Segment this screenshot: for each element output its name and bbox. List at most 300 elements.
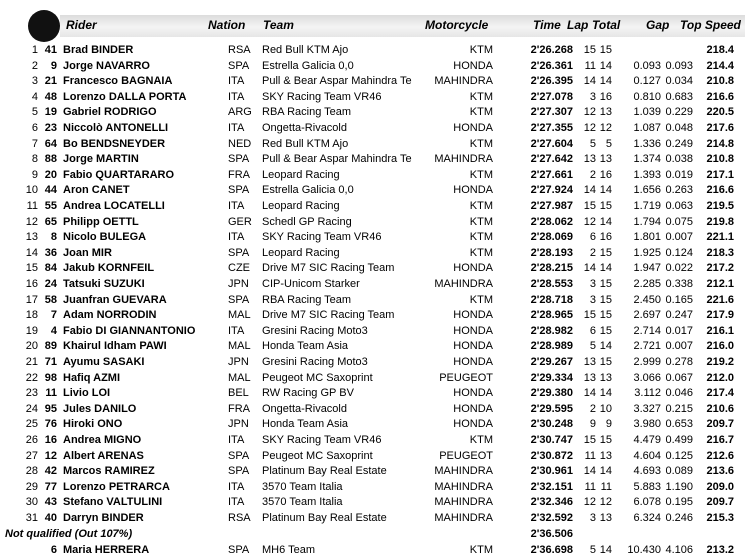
cell-time: 2'28.718 xyxy=(530,293,573,306)
cell-speed: 217.2 xyxy=(706,262,734,275)
table-row xyxy=(0,168,745,184)
cell-gap2: 0.653 xyxy=(665,418,693,431)
cell-lap: 15 xyxy=(583,434,596,446)
cell-time: 2'30.872 xyxy=(530,449,573,462)
cell-lap: 12 xyxy=(583,106,596,119)
cell-time: 2'26.395 xyxy=(530,75,573,88)
cell-time: 2'28.989 xyxy=(530,340,573,353)
cell-pos: 31 xyxy=(25,512,38,524)
cell-total: 9 xyxy=(605,418,612,431)
cell-lap: 12 xyxy=(583,215,596,228)
cell-num: 44 xyxy=(44,184,57,197)
cell-rider: Marcos RAMIREZ xyxy=(63,465,155,478)
cell-pos: 2 xyxy=(31,59,38,72)
cell-speed: 216.0 xyxy=(706,340,734,353)
cell-pos: 7 xyxy=(31,137,38,150)
table-row xyxy=(0,230,745,246)
table-row xyxy=(0,543,745,559)
cell-moto: MAHINDRA xyxy=(434,465,493,478)
cell-nation: JPN xyxy=(228,418,249,431)
cell-time: 2'28.193 xyxy=(530,246,573,259)
cell-pos: 30 xyxy=(25,496,38,509)
cell-rider: Albert ARENAS xyxy=(63,449,144,462)
cell-moto: MAHINDRA xyxy=(434,512,493,524)
cell-rider: Gabriel RODRIGO xyxy=(63,106,157,119)
cell-rider: Nicolo BULEGA xyxy=(63,231,147,244)
cell-total: 14 xyxy=(599,465,612,478)
cell-rider: Philipp OETTL xyxy=(63,215,139,228)
cell-lap: 6 xyxy=(589,231,596,244)
cell-nation: ITA xyxy=(228,90,245,103)
cell-nation: FRA xyxy=(228,168,250,181)
cell-time: 2'29.380 xyxy=(530,387,573,400)
cell-num: 88 xyxy=(44,153,57,166)
cell-lap: 3 xyxy=(589,278,596,290)
cell-nation: GER xyxy=(228,215,252,228)
cell-rider: Jules DANILO xyxy=(63,402,137,415)
cell-moto: MAHINDRA xyxy=(434,496,493,509)
cell-total: 12 xyxy=(599,122,612,134)
cell-moto: KTM xyxy=(469,231,493,244)
cell-pos: 5 xyxy=(31,106,38,119)
motorcycle-logo-icon xyxy=(28,10,60,42)
table-row xyxy=(0,339,745,355)
cell-num: 11 xyxy=(45,387,57,400)
cell-lap: 11 xyxy=(584,480,596,493)
cell-gap: 0.810 xyxy=(633,90,661,103)
cell-speed: 218.4 xyxy=(706,44,734,56)
cell-team: Ongetta-Rivacold xyxy=(262,122,347,134)
cell-nation: ITA xyxy=(228,496,245,509)
cell-gap2: 0.038 xyxy=(665,153,693,166)
cell-gap2: 0.124 xyxy=(665,246,693,259)
cell-team: Peugeot MC Saxoprint xyxy=(262,449,373,462)
cell-nation: MAL xyxy=(228,340,251,353)
cell-lap: 6 xyxy=(589,324,596,337)
cell-nation: FRA xyxy=(228,402,250,415)
cell-total: 13 xyxy=(599,449,612,462)
cell-moto: KTM xyxy=(469,293,493,306)
cell-num: 7 xyxy=(50,309,57,322)
cell-nation: MAL xyxy=(228,371,251,384)
cell-total: 14 xyxy=(599,340,612,353)
cell-num: 24 xyxy=(44,278,57,290)
cell-nation: SPA xyxy=(228,59,250,72)
cell-nation: SPA xyxy=(228,544,250,557)
not-qualified-cutoff xyxy=(0,527,745,543)
cell-moto: HONDA xyxy=(453,184,493,197)
cell-pos: 18 xyxy=(25,309,38,322)
cell-time: 2'28.062 xyxy=(530,215,573,228)
table-row xyxy=(0,74,745,90)
cell-time: 2'27.355 xyxy=(530,122,573,134)
cell-gap2: 0.195 xyxy=(665,496,693,509)
cell-lap: 3 xyxy=(589,512,596,524)
cell-gap2: 1.190 xyxy=(665,480,693,493)
header-motorcycle: Motorcycle xyxy=(425,18,489,32)
cell-team: 3570 Team Italia xyxy=(262,480,343,493)
cell-moto: KTM xyxy=(469,434,493,446)
cell-gap: 3.112 xyxy=(634,387,661,400)
cell-time: 2'28.069 xyxy=(530,231,573,244)
cell-total: 16 xyxy=(599,168,612,181)
cell-total: 14 xyxy=(599,75,612,88)
table-row xyxy=(0,277,745,293)
cell-rider: Stefano VALTULINI xyxy=(63,496,163,509)
cell-pos: 12 xyxy=(25,215,38,228)
cell-nation: JPN xyxy=(228,278,249,290)
cell-speed: 212.1 xyxy=(706,278,734,290)
cell-speed: 216.6 xyxy=(706,184,734,197)
cell-time: 2'26.361 xyxy=(530,59,573,72)
cell-gap: 4.604 xyxy=(633,449,661,462)
cell-gap2: 0.034 xyxy=(665,75,693,88)
cell-rider: Ayumu SASAKI xyxy=(63,356,145,368)
cell-pos: 9 xyxy=(31,168,38,181)
cell-total: 14 xyxy=(599,387,612,400)
cell-moto: PEUGEOT xyxy=(439,371,493,384)
cell-gap: 1.925 xyxy=(633,246,661,259)
cell-gap: 1.719 xyxy=(633,200,661,212)
cell-nation: SPA xyxy=(228,184,250,197)
cell-lap: 14 xyxy=(583,184,596,197)
cell-pos: 4 xyxy=(31,90,38,103)
cell-time: 2'32.346 xyxy=(530,496,573,509)
cell-time: 2'32.151 xyxy=(530,480,573,493)
cell-gap: 3.066 xyxy=(633,371,661,384)
cell-time: 2'26.268 xyxy=(530,44,573,56)
cell-speed: 221.6 xyxy=(706,293,734,306)
cell-num: 4 xyxy=(50,324,57,337)
cell-moto: HONDA xyxy=(453,324,493,337)
cell-moto: KTM xyxy=(469,168,493,181)
cell-team: Leopard Racing xyxy=(262,246,340,259)
cell-speed: 210.8 xyxy=(706,75,734,88)
cell-time: 2'28.965 xyxy=(530,309,573,322)
cell-moto: KTM xyxy=(469,544,493,557)
cell-lap: 15 xyxy=(583,44,596,56)
cell-nation: RSA xyxy=(228,44,251,56)
cell-rider: Lorenzo DALLA PORTA xyxy=(63,90,187,103)
cell-num: 89 xyxy=(44,340,57,353)
cell-time: 2'27.642 xyxy=(530,153,573,166)
cell-gap: 1.656 xyxy=(633,184,661,197)
cell-nation: SPA xyxy=(228,293,250,306)
cell-speed: 219.2 xyxy=(706,356,734,368)
table-row xyxy=(0,464,745,480)
cell-lap: 13 xyxy=(583,371,596,384)
table-row xyxy=(0,371,745,387)
cell-moto: HONDA xyxy=(453,356,493,368)
cell-moto: HONDA xyxy=(453,387,493,400)
table-row xyxy=(0,121,745,137)
table-row xyxy=(0,246,745,262)
cell-pos: 25 xyxy=(25,418,38,431)
cell-team: Pull & Bear Aspar Mahindra Te xyxy=(262,153,412,166)
cell-rider: Fabio QUARTARARO xyxy=(63,168,175,181)
table-row xyxy=(0,324,745,340)
cell-rider: Adam NORRODIN xyxy=(63,309,157,322)
cell-gap2: 0.022 xyxy=(665,262,693,275)
cell-speed: 220.5 xyxy=(706,106,734,119)
cell-speed: 212.6 xyxy=(706,449,734,462)
cell-pos: 16 xyxy=(25,278,38,290)
cell-speed: 209.7 xyxy=(706,418,734,431)
cell-speed: 217.1 xyxy=(706,168,734,181)
cell-gap2: 0.089 xyxy=(665,465,693,478)
cell-gap: 5.883 xyxy=(633,480,661,493)
cell-gap: 2.721 xyxy=(633,340,661,353)
cell-nation: ARG xyxy=(228,106,252,119)
header-lap: Lap xyxy=(567,18,589,32)
cell-gap2: 0.278 xyxy=(665,356,693,368)
cell-lap: 15 xyxy=(583,309,596,322)
cell-speed: 216.6 xyxy=(706,90,734,103)
cell-team: Pull & Bear Aspar Mahindra Te xyxy=(262,75,412,88)
cell-nation: ITA xyxy=(228,75,245,88)
cell-pos: 6 xyxy=(31,122,38,134)
cell-total: 16 xyxy=(599,231,612,244)
cell-nation: ITA xyxy=(228,324,245,337)
cell-gap2: 0.125 xyxy=(665,449,693,462)
cell-team: CIP-Unicom Starker xyxy=(262,278,360,290)
cell-rider: Fabio DI GIANNANTONIO xyxy=(63,324,196,337)
cell-moto: KTM xyxy=(469,246,493,259)
table-row xyxy=(0,137,745,153)
cutoff-time: 2'36.506 xyxy=(530,527,573,540)
cell-nation: ITA xyxy=(228,434,245,446)
table-row xyxy=(0,511,745,527)
cell-total: 14 xyxy=(599,262,612,275)
cell-gap2: 0.063 xyxy=(665,200,693,212)
cell-rider: Hiroki ONO xyxy=(63,418,123,431)
cell-total: 15 xyxy=(599,200,612,212)
cell-moto: HONDA xyxy=(453,402,493,415)
cell-total: 15 xyxy=(599,44,612,56)
cell-lap: 5 xyxy=(589,340,596,353)
cell-total: 14 xyxy=(599,184,612,197)
table-row xyxy=(0,215,745,231)
cell-team: Honda Team Asia xyxy=(262,340,349,353)
cell-moto: KTM xyxy=(469,200,493,212)
cell-speed: 219.5 xyxy=(706,200,734,212)
cell-total: 15 xyxy=(599,434,612,446)
cell-gap2: 0.019 xyxy=(665,168,693,181)
cell-num: 40 xyxy=(44,512,57,524)
cell-nation: ITA xyxy=(228,200,245,212)
cell-moto: HONDA xyxy=(453,122,493,134)
table-row xyxy=(0,433,745,449)
table-row xyxy=(0,152,745,168)
cell-gap2: 0.048 xyxy=(665,122,693,134)
cell-time: 2'28.553 xyxy=(530,278,573,290)
cell-lap: 15 xyxy=(583,200,596,212)
cell-pos: 1 xyxy=(31,44,38,56)
cell-team: Red Bull KTM Ajo xyxy=(262,44,349,56)
table-row xyxy=(0,480,745,496)
cell-rider: Juanfran GUEVARA xyxy=(63,293,167,306)
cell-moto: KTM xyxy=(469,215,493,228)
cell-speed: 213.2 xyxy=(706,544,734,557)
cell-num: 21 xyxy=(44,75,57,88)
cell-gap2: 0.067 xyxy=(665,371,693,384)
cell-rider: Andrea LOCATELLI xyxy=(63,200,165,212)
cell-total: 13 xyxy=(599,371,612,384)
cell-total: 16 xyxy=(599,90,612,103)
cell-speed: 213.6 xyxy=(706,465,734,478)
cell-nation: ITA xyxy=(228,480,245,493)
cell-gap: 6.324 xyxy=(633,512,661,524)
cell-gap: 1.039 xyxy=(633,106,661,119)
cell-lap: 12 xyxy=(583,496,596,509)
cell-total: 15 xyxy=(599,356,612,368)
cell-rider: Livio LOI xyxy=(63,387,111,400)
cell-gap: 1.801 xyxy=(633,231,661,244)
table-row xyxy=(0,261,745,277)
cell-moto: MAHINDRA xyxy=(434,278,493,290)
cell-lap: 11 xyxy=(584,449,596,462)
cell-team: Gresini Racing Moto3 xyxy=(262,324,368,337)
cell-pos: 10 xyxy=(25,184,38,197)
cell-lap: 13 xyxy=(583,356,596,368)
cell-nation: SPA xyxy=(228,246,250,259)
cell-lap: 2 xyxy=(589,402,596,415)
cell-time: 2'30.961 xyxy=(530,465,573,478)
cell-time: 2'27.924 xyxy=(530,184,573,197)
table-row xyxy=(0,90,745,106)
header-team: Team xyxy=(263,18,294,32)
cell-pos: 20 xyxy=(25,340,38,353)
cell-lap: 9 xyxy=(589,418,596,431)
table-row xyxy=(0,59,745,75)
cell-pos: 23 xyxy=(25,387,38,400)
cell-pos: 27 xyxy=(25,449,38,462)
not-qualified-label: Not qualified (Out 107%) xyxy=(5,527,133,540)
cell-num: 98 xyxy=(44,371,57,384)
cell-team: RBA Racing Team xyxy=(262,106,352,119)
cell-pos: 13 xyxy=(25,231,38,244)
cell-pos: 24 xyxy=(25,402,38,415)
cell-total: 15 xyxy=(599,324,612,337)
cell-team: Peugeot MC Saxoprint xyxy=(262,371,373,384)
cell-speed: 216.1 xyxy=(706,324,734,337)
cell-gap2: 0.246 xyxy=(665,512,693,524)
cell-speed: 214.4 xyxy=(706,59,734,72)
cell-num: 20 xyxy=(44,168,57,181)
cell-lap: 14 xyxy=(583,75,596,88)
cell-rider: Hafiq AZMI xyxy=(63,371,121,384)
cell-lap: 2 xyxy=(589,246,596,259)
cell-gap: 1.947 xyxy=(633,262,661,275)
cell-num: 77 xyxy=(44,480,57,493)
table-row xyxy=(0,43,745,59)
cell-gap: 1.794 xyxy=(633,215,661,228)
cell-rider: Lorenzo PETRARCA xyxy=(63,480,170,493)
cell-gap2: 0.249 xyxy=(665,137,693,150)
cell-total: 15 xyxy=(599,246,612,259)
cell-pos: 19 xyxy=(25,324,38,337)
cell-moto: HONDA xyxy=(453,418,493,431)
cell-total: 15 xyxy=(599,309,612,322)
cell-rider: Darryn BINDER xyxy=(63,512,144,524)
table-row xyxy=(0,355,745,371)
cell-nation: ITA xyxy=(228,231,245,244)
cell-num: 19 xyxy=(44,106,57,119)
cell-pos: 8 xyxy=(31,153,38,166)
cell-team: SKY Racing Team VR46 xyxy=(262,434,382,446)
cell-nation: ITA xyxy=(228,122,245,134)
cell-speed: 209.0 xyxy=(706,480,734,493)
cell-lap: 14 xyxy=(583,262,596,275)
cell-gap2: 0.338 xyxy=(665,278,693,290)
cell-time: 2'27.307 xyxy=(530,106,573,119)
cell-team: MH6 Team xyxy=(262,544,315,557)
cell-lap: 3 xyxy=(589,293,596,306)
cell-gap: 4.479 xyxy=(633,434,661,446)
cell-num: 42 xyxy=(44,465,57,478)
cell-team: Red Bull KTM Ajo xyxy=(262,137,349,150)
cell-gap: 0.127 xyxy=(633,75,661,88)
header-gap: Gap xyxy=(646,18,670,32)
cell-moto: PEUGEOT xyxy=(439,449,493,462)
cell-gap: 2.450 xyxy=(633,293,661,306)
table-header xyxy=(0,6,745,36)
cell-speed: 214.8 xyxy=(706,137,734,150)
cell-gap: 2.285 xyxy=(633,278,661,290)
cell-moto: MAHINDRA xyxy=(434,480,493,493)
cell-total: 14 xyxy=(599,59,612,72)
cell-num: 76 xyxy=(44,418,57,431)
cell-time: 2'28.982 xyxy=(530,324,573,337)
cell-pos: 22 xyxy=(25,371,38,384)
cell-lap: 5 xyxy=(589,544,596,557)
cell-gap2: 0.499 xyxy=(665,434,693,446)
cell-num: 6 xyxy=(50,544,57,557)
cell-speed: 221.1 xyxy=(706,231,734,244)
cell-speed: 216.7 xyxy=(706,434,734,446)
cell-moto: KTM xyxy=(469,44,493,56)
cell-rider: Andrea MIGNO xyxy=(63,434,142,446)
cell-time: 2'27.078 xyxy=(530,90,573,103)
cell-time: 2'30.248 xyxy=(530,418,573,431)
cell-rider: Jorge MARTIN xyxy=(63,153,139,166)
cell-nation: MAL xyxy=(228,309,251,322)
cell-time: 2'27.661 xyxy=(530,168,573,181)
cell-gap2: 4.106 xyxy=(665,544,693,557)
table-row xyxy=(0,183,745,199)
cell-moto: KTM xyxy=(469,137,493,150)
cell-pos: 15 xyxy=(25,262,38,275)
cell-total: 13 xyxy=(599,153,612,166)
cell-gap2: 0.007 xyxy=(665,231,693,244)
cell-lap: 3 xyxy=(589,90,596,103)
cell-nation: SPA xyxy=(228,465,250,478)
cell-rider: Jakub KORNFEIL xyxy=(63,262,155,275)
cell-gap: 0.093 xyxy=(633,59,661,72)
cell-num: 84 xyxy=(44,262,57,275)
cell-lap: 11 xyxy=(584,59,596,72)
cell-pos: 17 xyxy=(25,293,38,306)
cell-moto: MAHINDRA xyxy=(434,153,493,166)
cell-pos: 26 xyxy=(25,434,38,446)
cell-moto: HONDA xyxy=(453,262,493,275)
cell-team: Ongetta-Rivacold xyxy=(262,402,347,415)
header-top-speed: Top Speed xyxy=(680,18,741,32)
cell-team: Schedl GP Racing xyxy=(262,215,352,228)
cell-moto: HONDA xyxy=(453,340,493,353)
cell-time: 2'27.604 xyxy=(530,137,573,150)
cell-time: 2'29.267 xyxy=(530,356,573,368)
